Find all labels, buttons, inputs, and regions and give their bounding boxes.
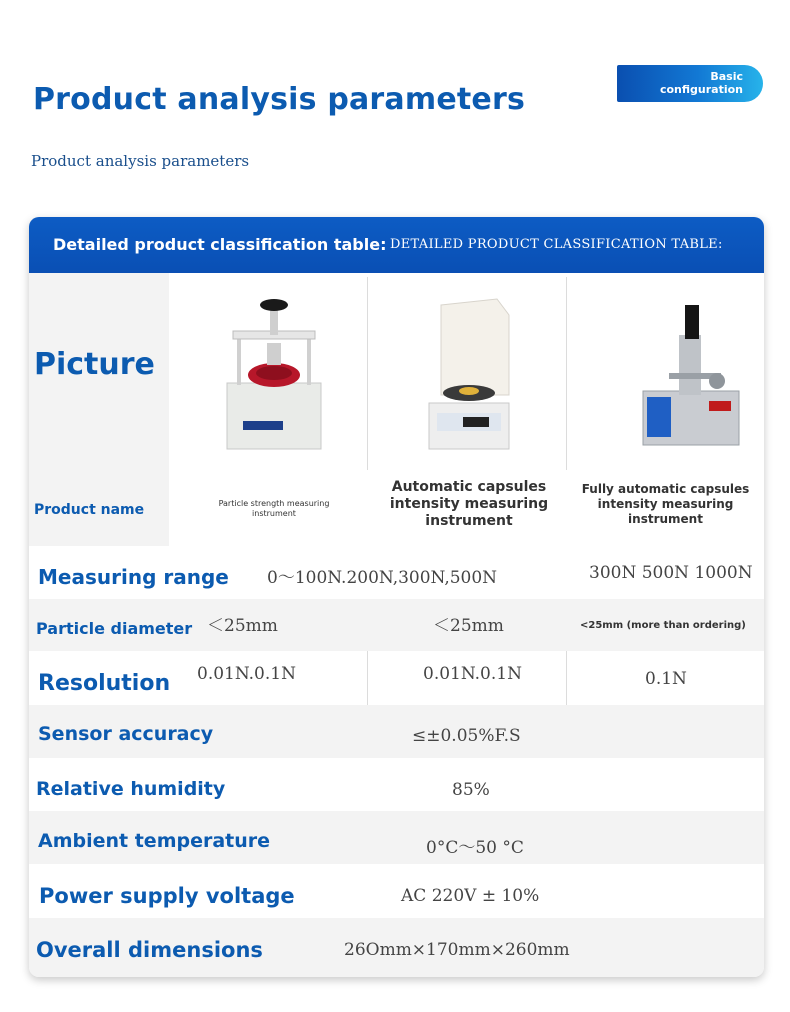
resolution-divider-1 [367, 651, 368, 705]
page-subtitle: Product analysis parameters [31, 152, 250, 170]
badge-line-1: Basic [710, 70, 743, 83]
basic-configuration-badge [617, 65, 763, 102]
resolution-divider-2 [566, 651, 567, 705]
press-tester-icon [219, 293, 329, 453]
ambient-temperature-label: Ambient temperature [38, 830, 271, 852]
ambient-temperature-row [29, 811, 764, 864]
picture-label: Picture [34, 347, 155, 382]
measuring-range-row [29, 546, 764, 599]
measuring-range-label: Measuring range [38, 565, 229, 589]
classification-table [29, 217, 764, 977]
overall-dimensions-label: Overall dimensions [36, 938, 263, 962]
badge-line-2: configuration [659, 83, 743, 96]
resolution-value-1: 0.01N.0.1N [197, 664, 296, 684]
resolution-value-3: 0.1N [645, 669, 687, 689]
particle-diameter-value-2: ＜25mm [433, 616, 504, 636]
resolution-row [29, 651, 764, 705]
product-name-2: Automatic capsules intensity measuring instrument [389, 479, 549, 529]
sensor-accuracy-label: Sensor accuracy [38, 723, 214, 745]
table-header [29, 217, 764, 273]
automatic-tester-icon [639, 299, 749, 449]
capsule-tester-icon [419, 295, 519, 455]
picture-cells [169, 273, 764, 470]
product-name-label: Product name [34, 502, 145, 518]
relative-humidity-value: 85% [452, 780, 490, 800]
particle-diameter-label: Particle diameter [36, 619, 193, 638]
table-header-caps: DETAILED PRODUCT CLASSIFICATION TABLE: [390, 237, 723, 252]
product-name-1: Particle strength measuring instrument [218, 499, 330, 518]
power-supply-voltage-label: Power supply voltage [39, 884, 295, 908]
ambient-temperature-value: 0°C～50 °C [426, 838, 524, 858]
measuring-range-value-1: 0～100N.200N,300N,500N [267, 568, 498, 588]
power-supply-voltage-value: AC 220V ± 10% [401, 886, 540, 906]
sensor-accuracy-row [29, 705, 764, 758]
table-header-title: Detailed product classification table: [53, 235, 387, 254]
power-supply-voltage-row [29, 864, 764, 918]
particle-diameter-value-3: <25mm (more than ordering) [580, 620, 746, 631]
resolution-value-2: 0.01N.0.1N [423, 664, 522, 684]
page-title: Product analysis parameters [33, 82, 526, 117]
resolution-label: Resolution [38, 671, 171, 696]
product-name-3: Fully automatic capsules intensity measuring instrument [581, 482, 750, 526]
particle-diameter-value-1: ＜25mm [207, 616, 278, 636]
overall-dimensions-value: 26Omm×170mm×260mm [344, 940, 570, 960]
overall-dimensions-row [29, 918, 764, 977]
sensor-accuracy-value: ≤±0.05%F.S [412, 726, 521, 746]
particle-diameter-row [29, 599, 764, 651]
relative-humidity-label: Relative humidity [36, 778, 226, 800]
relative-humidity-row [29, 758, 764, 811]
product-name-row [29, 470, 764, 546]
measuring-range-value-2: 300N 500N 1000N [589, 563, 753, 583]
